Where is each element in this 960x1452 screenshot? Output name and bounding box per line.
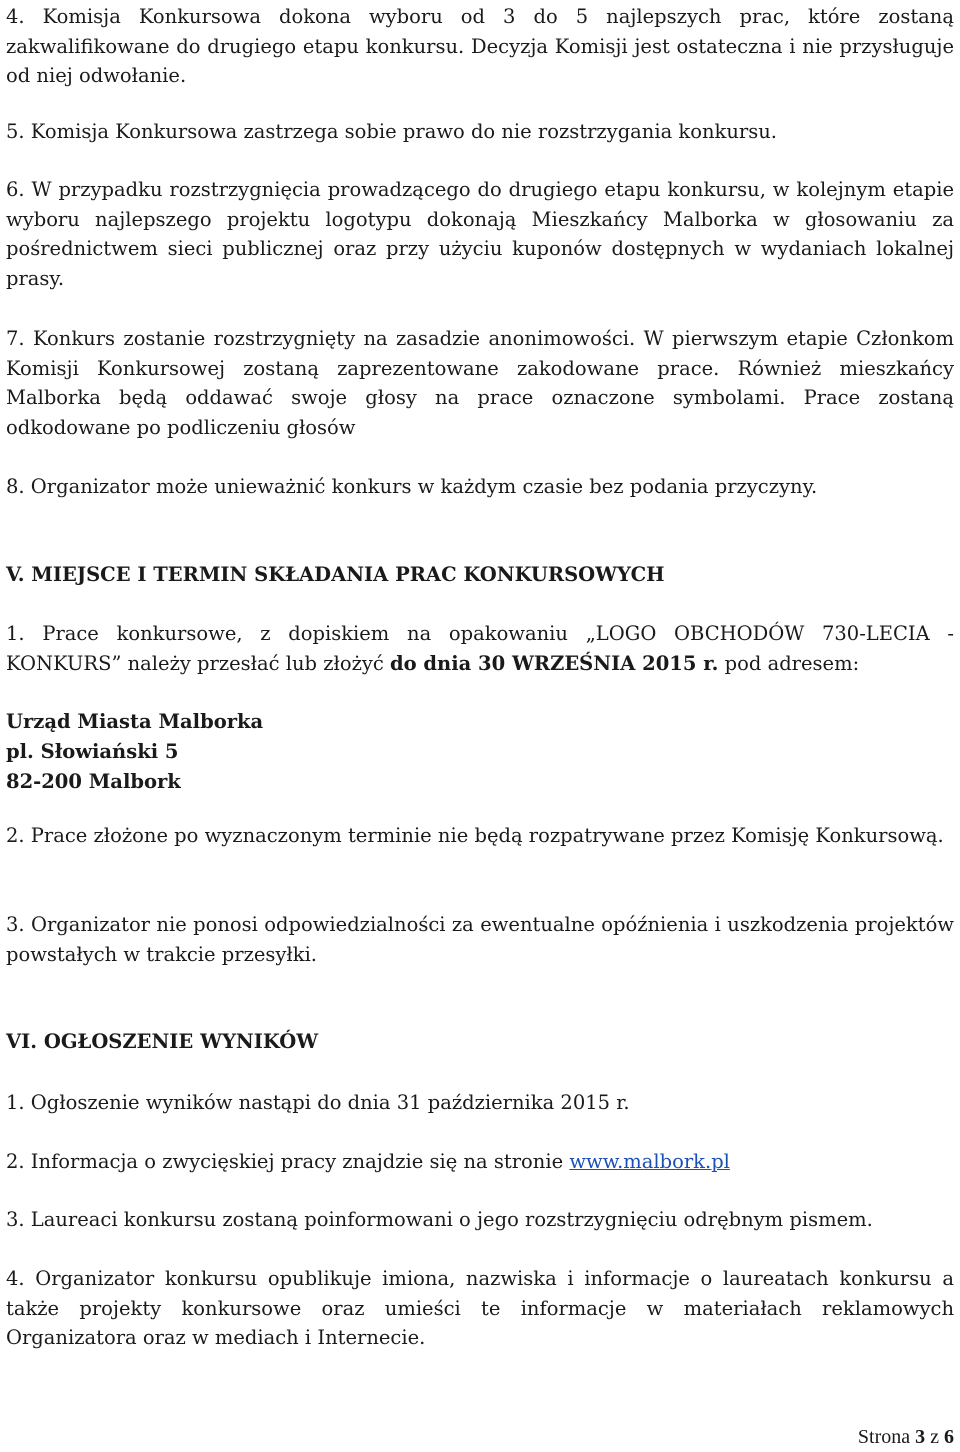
paragraph-v-1-tail: pod adresem: [718, 651, 860, 675]
address-line-3: 82-200 Malbork [6, 770, 181, 793]
footer-prefix: Strona [857, 1426, 916, 1448]
total-pages: 6 [944, 1426, 954, 1448]
deadline-date: do dnia 30 WRZEŚNIA 2015 r. [389, 651, 719, 675]
address-line-1: Urząd Miasta Malborka [6, 710, 264, 733]
paragraph-iv-4: 4. Komisja Konkursowa dokona wyboru od 3 do 5 najlepszych prac, które zostaną zakwalifikowane do drugiego etapu konkursu. Decyzja Komisji jest ostateczna i nie przysługuje od niej odwołanie. [6, 5, 954, 87]
paragraph-iv-6: 6. W przypadku rozstrzygnięcia prowadzącego do drugiego etapu konkursu, w kolejnym etapie wyboru najlepszego projektu logotypu dokonają Mieszkańcy Malborka w głosowaniu za pośrednictwem sieci publicznej oraz przy użyciu kuponów dostępnych w wydaniach lokalnej prasy. [6, 178, 954, 290]
section-v-heading: V. MIEJSCE I TERMIN SKŁADANIA PRAC KONKURSOWYCH [6, 563, 665, 586]
footer-mid: z [925, 1426, 944, 1448]
paragraph-vi-4: 4. Organizator konkursu opublikuje imiona, nazwiska i informacje o laureatach konkursu a także projekty konkursowe oraz umieści te informacje w materiałach reklamowych Organizatora oraz w mediach i Internecie. [6, 1267, 954, 1349]
section-vi-heading: VI. OGŁOSZENIE WYNIKÓW [6, 1030, 319, 1053]
current-page: 3 [915, 1426, 926, 1448]
paragraph-v-1-text: 1. Prace konkursowe, z dopiskiem na opakowaniu „LOGO OBCHODÓW 730-LECIA - KONKURS” należy przesłać lub złożyć [6, 622, 954, 675]
paragraph-v-1 [6, 619, 954, 678]
paragraph-vi-3: 3. Laureaci konkursu zostaną poinformowani o jego rozstrzygnięciu odrębnym pismem. [6, 1208, 873, 1231]
paragraph-vi-2-text: 2. Informacja o zwycięskiej pracy znajdzie się na stronie [6, 1150, 570, 1173]
address-line-2: pl. Słowiański 5 [6, 740, 179, 763]
page-number-footer [858, 1426, 954, 1449]
paragraph-v-3: 3. Organizator nie ponosi odpowiedzialności za ewentualne opóźnienia i uszkodzenia projektów powstałych w trakcie przesyłki. [6, 913, 954, 966]
paragraph-iv-8: 8. Organizator może unieważnić konkurs w każdym czasie bez podania przyczyny. [6, 475, 818, 498]
paragraph-v-2: 2. Prace złożone po wyznaczonym terminie nie będą rozpatrywane przez Komisję Konkursową. [6, 824, 944, 847]
malbork-website-link[interactable]: www.malbork.pl [569, 1150, 730, 1173]
paragraph-iv-7: 7. Konkurs zostanie rozstrzygnięty na zasadzie anonimowości. W pierwszym etapie Członkom Komisji Konkursowej zostaną zaprezentowane zakodowane prace. Również mieszkańcy Malborka będą oddawać swoje głosy na prace oznaczone symbolami. Prace zostaną odkodowane po podliczeniu głosów [6, 327, 954, 439]
paragraph-vi-2 [6, 1147, 954, 1177]
paragraph-iv-5: 5. Komisja Konkursowa zastrzega sobie prawo do nie rozstrzygania konkursu. [6, 120, 777, 143]
paragraph-vi-1: 1. Ogłoszenie wyników nastąpi do dnia 31 października 2015 r. [6, 1091, 630, 1114]
